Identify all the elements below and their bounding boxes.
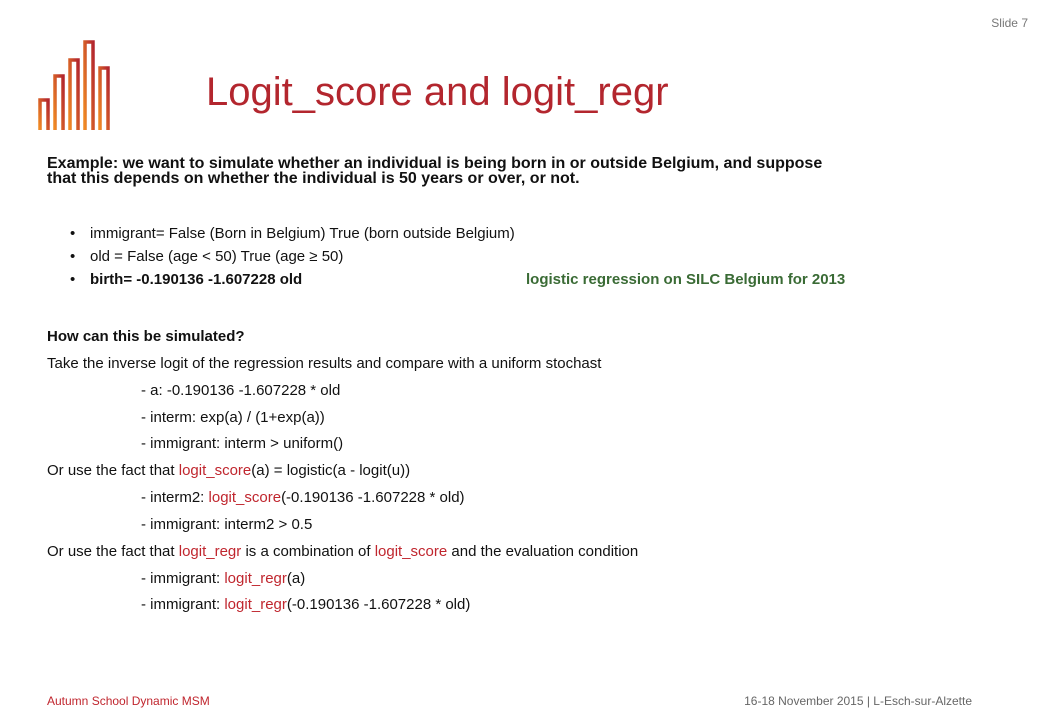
code-line: - interm2: logit_score(-0.190136 -1.607228 * old) bbox=[141, 489, 465, 507]
code-line: - immigrant: logit_regr(-0.190136 -1.607228 * old) bbox=[141, 596, 471, 614]
code-line: - immigrant: interm > uniform() bbox=[141, 435, 344, 453]
function-name: logit_regr bbox=[178, 542, 242, 560]
bullet-list bbox=[78, 222, 978, 291]
logo-icon bbox=[36, 36, 112, 136]
function-name: logit_score bbox=[374, 542, 448, 560]
intro-line-2: that this depends on whether the individual is 50 years or over, or not. bbox=[47, 170, 580, 187]
function-name: logit_score bbox=[178, 462, 252, 480]
footer-date-location: 16-18 November 2015 | L-Esch-sur-Alzette bbox=[744, 694, 972, 708]
bullet-text: birth= -0.190136 -1.607228 old bbox=[90, 271, 303, 288]
text-line: Take the inverse logit of the regression results and compare with a uniform stochast bbox=[47, 354, 602, 372]
function-name: logit_regr bbox=[224, 596, 287, 614]
code-line: - interm: exp(a) / (1+exp(a)) bbox=[141, 408, 325, 426]
body-text bbox=[47, 324, 1007, 619]
text-line: Or use the fact that logit_score(a) = logistic(a - logit(u)) bbox=[47, 462, 411, 480]
slide-number: Slide 7 bbox=[991, 16, 1028, 30]
page-title: Logit_score and logit_regr bbox=[206, 70, 669, 114]
footer-event: Autumn School Dynamic MSM bbox=[47, 694, 210, 708]
code-line: - immigrant: interm2 > 0.5 bbox=[141, 515, 313, 533]
intro-text bbox=[47, 156, 1007, 186]
bullet-item bbox=[78, 222, 978, 245]
bullet-item bbox=[78, 245, 978, 268]
intro-line-1: Example: we want to simulate whether an individual is being born in or outside Belgium, and suppose bbox=[47, 155, 823, 172]
code-line: - immigrant: logit_regr(a) bbox=[141, 569, 306, 587]
text-line: Or use the fact that logit_regr is a combination of logit_score and the evaluation condition bbox=[47, 542, 639, 560]
question-line: How can this be simulated? bbox=[47, 328, 245, 345]
regression-note: logistic regression on SILC Belgium for 2013 bbox=[526, 271, 846, 288]
code-line: - a: -0.190136 -1.607228 * old bbox=[141, 381, 341, 399]
bullet-text: immigrant= False (Born in Belgium) True (born outside Belgium) bbox=[90, 225, 515, 242]
bullet-item bbox=[78, 268, 978, 291]
bullet-text: old = False (age < 50) True (age ≥ 50) bbox=[90, 248, 344, 265]
function-name: logit_regr bbox=[224, 569, 287, 587]
function-name: logit_score bbox=[208, 489, 282, 507]
